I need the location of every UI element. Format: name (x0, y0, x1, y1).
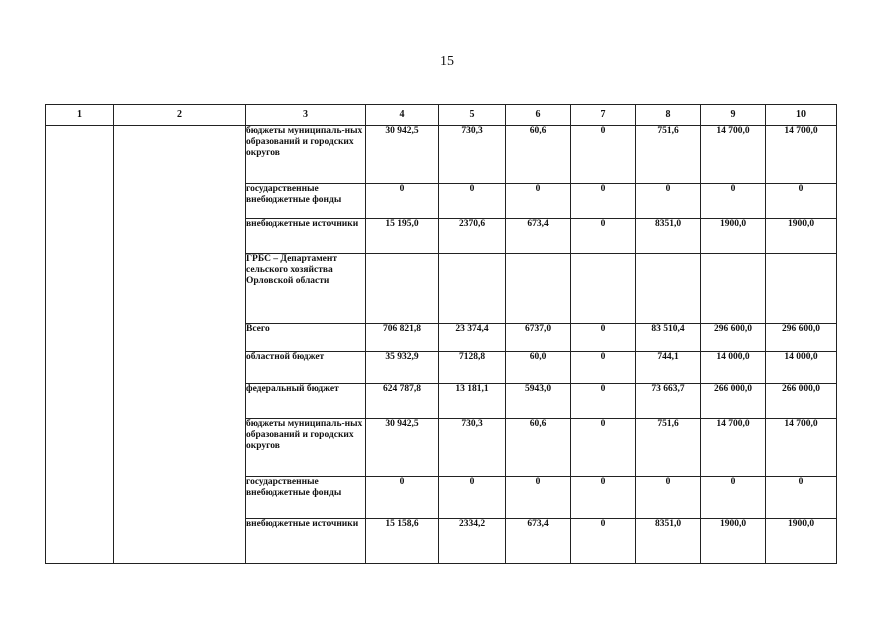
value-cell: 751,6 (636, 126, 701, 184)
value-cell (366, 254, 439, 324)
column-header: 6 (506, 105, 571, 126)
value-cell: 266 000,0 (766, 384, 837, 419)
value-cell: 14 000,0 (766, 352, 837, 384)
value-cell: 0 (366, 477, 439, 519)
value-cell: 1900,0 (766, 519, 837, 564)
value-cell: 60,0 (506, 352, 571, 384)
funding-source: бюджеты муниципаль-ных образований и городских округов (246, 419, 366, 477)
value-cell: 14 700,0 (701, 419, 766, 477)
value-cell: 296 600,0 (701, 324, 766, 352)
value-cell: 0 (636, 477, 701, 519)
value-cell: 296 600,0 (766, 324, 837, 352)
value-cell: 0 (571, 477, 636, 519)
value-cell: 60,6 (506, 419, 571, 477)
value-cell (506, 254, 571, 324)
value-cell: 0 (571, 519, 636, 564)
value-cell: 730,3 (439, 419, 506, 477)
column-header: 10 (766, 105, 837, 126)
value-cell: 0 (506, 184, 571, 219)
value-cell: 8351,0 (636, 519, 701, 564)
value-cell: 0 (439, 477, 506, 519)
value-cell: 8351,0 (636, 219, 701, 254)
budget-table (45, 104, 837, 564)
value-cell: 23 374,4 (439, 324, 506, 352)
value-cell: 0 (571, 324, 636, 352)
column-header: 4 (366, 105, 439, 126)
value-cell: 14 700,0 (701, 126, 766, 184)
value-cell: 0 (506, 477, 571, 519)
column-header: 9 (701, 105, 766, 126)
grbs-heading: ГРБС – Департамент сельского хозяйства Орловской области (246, 254, 366, 324)
value-cell: 673,4 (506, 519, 571, 564)
value-cell: 673,4 (506, 219, 571, 254)
value-cell: 730,3 (439, 126, 506, 184)
column-header: 2 (114, 105, 246, 126)
value-cell: 73 663,7 (636, 384, 701, 419)
col2-cell (114, 126, 246, 564)
value-cell: 1900,0 (701, 519, 766, 564)
value-cell: 6737,0 (506, 324, 571, 352)
value-cell (571, 254, 636, 324)
value-cell: 744,1 (636, 352, 701, 384)
value-cell: 624 787,8 (366, 384, 439, 419)
funding-source: Всего (246, 324, 366, 352)
column-header: 3 (246, 105, 366, 126)
value-cell: 0 (571, 352, 636, 384)
value-cell: 0 (571, 419, 636, 477)
value-cell (766, 254, 837, 324)
value-cell: 706 821,8 (366, 324, 439, 352)
value-cell: 751,6 (636, 419, 701, 477)
value-cell: 5943,0 (506, 384, 571, 419)
value-cell: 60,6 (506, 126, 571, 184)
value-cell: 15 195,0 (366, 219, 439, 254)
column-header: 8 (636, 105, 701, 126)
value-cell: 0 (766, 184, 837, 219)
funding-source: внебюджетные источники (246, 219, 366, 254)
value-cell: 0 (439, 184, 506, 219)
value-cell: 7128,8 (439, 352, 506, 384)
value-cell: 266 000,0 (701, 384, 766, 419)
value-cell: 2370,6 (439, 219, 506, 254)
value-cell (701, 254, 766, 324)
value-cell: 0 (701, 184, 766, 219)
value-cell: 30 942,5 (366, 126, 439, 184)
value-cell: 14 700,0 (766, 126, 837, 184)
value-cell: 14 700,0 (766, 419, 837, 477)
value-cell: 0 (766, 477, 837, 519)
value-cell: 30 942,5 (366, 419, 439, 477)
value-cell: 0 (636, 184, 701, 219)
value-cell: 14 000,0 (701, 352, 766, 384)
col1-cell (46, 126, 114, 564)
value-cell: 1900,0 (701, 219, 766, 254)
value-cell: 35 932,9 (366, 352, 439, 384)
value-cell (636, 254, 701, 324)
funding-source: внебюджетные источники (246, 519, 366, 564)
header-row (46, 105, 837, 126)
value-cell: 83 510,4 (636, 324, 701, 352)
funding-source: государственные внебюджетные фонды (246, 477, 366, 519)
column-header: 5 (439, 105, 506, 126)
funding-source: государственные внебюджетные фонды (246, 184, 366, 219)
value-cell: 13 181,1 (439, 384, 506, 419)
page-number: 15 (440, 54, 454, 69)
value-cell: 0 (366, 184, 439, 219)
value-cell: 0 (571, 126, 636, 184)
value-cell: 0 (571, 384, 636, 419)
value-cell: 15 158,6 (366, 519, 439, 564)
value-cell: 1900,0 (766, 219, 837, 254)
value-cell: 0 (571, 219, 636, 254)
funding-source: бюджеты муниципаль-ных образований и городских округов (246, 126, 366, 184)
column-header: 7 (571, 105, 636, 126)
funding-source: областной бюджет (246, 352, 366, 384)
value-cell: 0 (571, 184, 636, 219)
value-cell (439, 254, 506, 324)
value-cell: 0 (701, 477, 766, 519)
funding-source: федеральный бюджет (246, 384, 366, 419)
table-row (46, 126, 837, 184)
column-header: 1 (46, 105, 114, 126)
value-cell: 2334,2 (439, 519, 506, 564)
